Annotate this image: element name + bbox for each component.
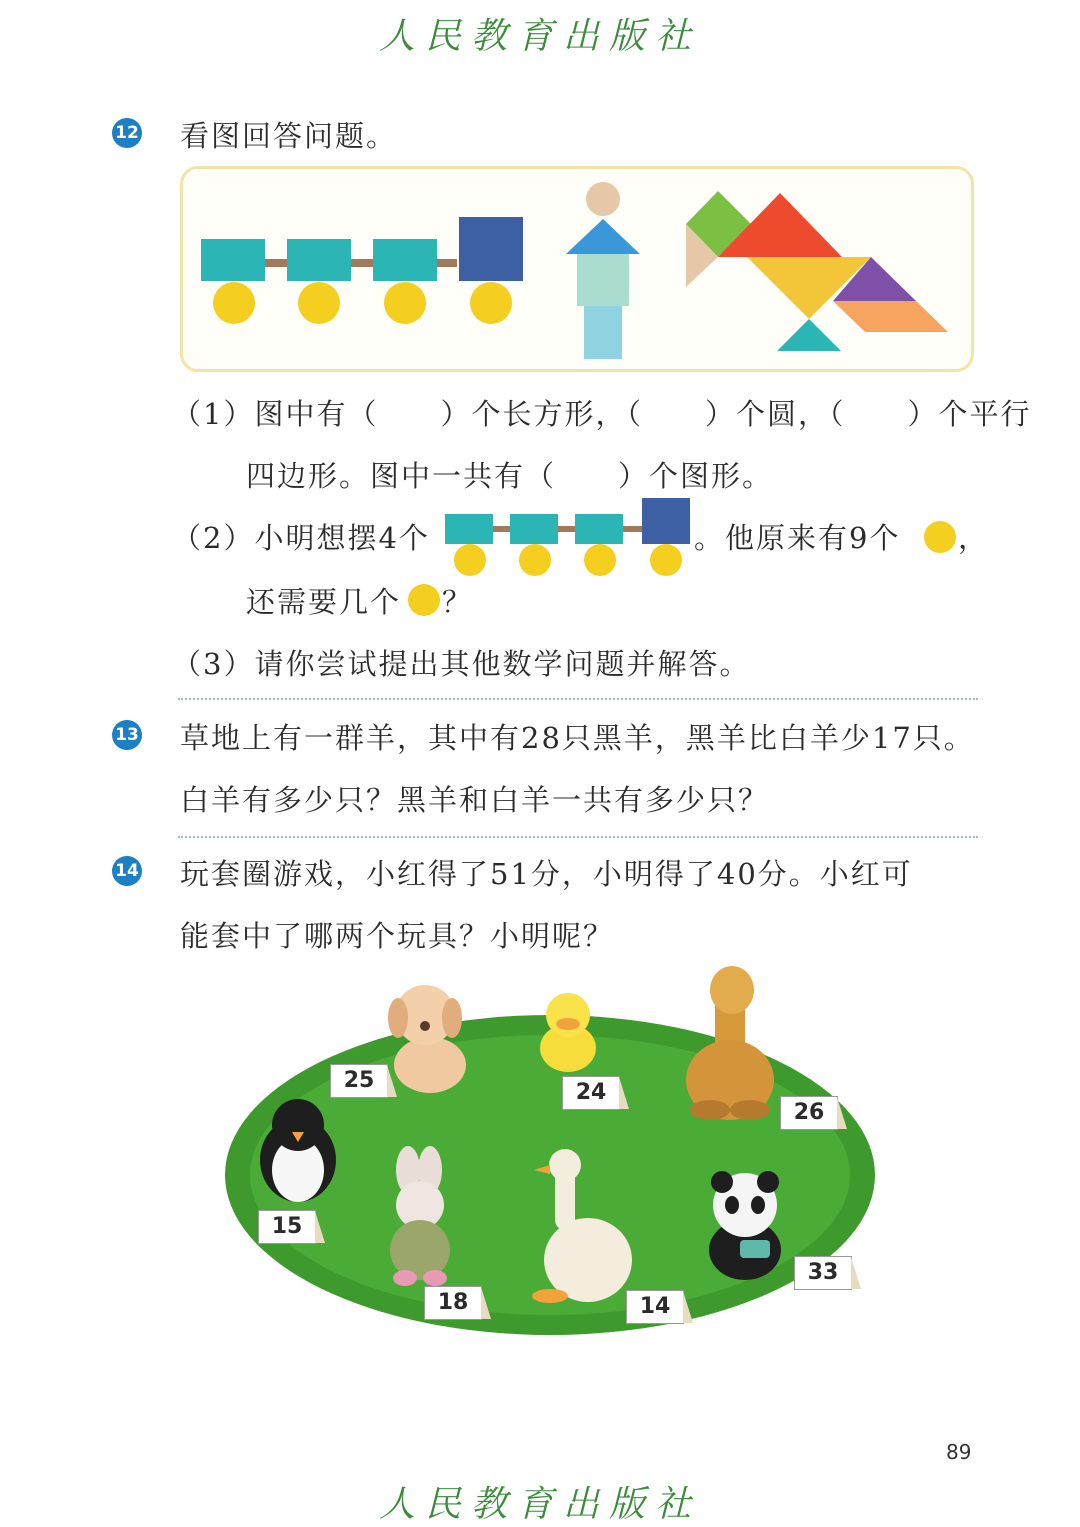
q12-title: 看图回答问题。: [180, 119, 398, 153]
rabbit-toy-icon: [390, 1146, 450, 1286]
score-card-puppy: 25: [330, 1064, 388, 1098]
q13-line2: 白羊有多少只？黑羊和白羊一共有多少只？: [180, 783, 770, 817]
question-number-12: 12: [112, 118, 142, 148]
tangram-bird-figure: [686, 191, 948, 351]
small-train-icon: [444, 496, 694, 580]
q13-line1: 草地上有一群羊，其中有28只黑羊，黑羊比白羊少17只。: [180, 721, 975, 755]
shapes-panel: [180, 166, 974, 372]
section-divider: [178, 836, 978, 838]
score-card-panda: 33: [794, 1256, 852, 1290]
yellow-circle-icon: [922, 519, 958, 555]
q12-sub2-middle: 。他原来有9个: [694, 521, 901, 555]
score-card-goose: 14: [626, 1290, 684, 1324]
question-number-14: 14: [112, 856, 142, 886]
duckling-toy-icon: [540, 993, 596, 1072]
section-divider: [178, 698, 978, 700]
q12-sub1-line1: （1）图中有（ ）个长方形，（ ）个圆，（ ）个平行: [172, 397, 1032, 431]
score-card-rabbit: 18: [424, 1286, 482, 1320]
publisher-logo-top: 人民教育出版社: [378, 16, 701, 57]
yellow-circle-icon: [406, 582, 442, 618]
q12-sub2-line2-end: ？: [442, 585, 474, 619]
q12-sub3: （3）请你尝试提出其他数学问题并解答。: [172, 647, 751, 681]
q12-sub1-line2: 四边形。图中一共有（ ）个图形。: [246, 459, 774, 493]
q14-line2: 能套中了哪两个玩具？小明呢？: [180, 919, 615, 953]
shapes-illustration: [183, 169, 971, 369]
q12-sub2-end: ，: [958, 521, 990, 555]
q12-sub2-line2: 还需要几个: [246, 585, 402, 619]
train-figure: [201, 217, 523, 324]
question-number-13: 13: [112, 720, 142, 750]
score-card-penguin: 15: [258, 1210, 316, 1244]
q14-line1: 玩套圈游戏，小红得了51分，小明得了40分。小红可: [180, 857, 913, 891]
score-card-giraffe: 26: [780, 1096, 838, 1130]
publisher-logo-bottom: 人民教育出版社: [378, 1484, 701, 1525]
person-figure: [566, 182, 640, 359]
score-card-duckling: 24: [562, 1076, 620, 1110]
q12-sub2-prefix: （2）小明想摆4个: [172, 521, 430, 555]
ring-toss-illustration: [220, 960, 890, 1350]
page-number: 89: [946, 1440, 972, 1464]
